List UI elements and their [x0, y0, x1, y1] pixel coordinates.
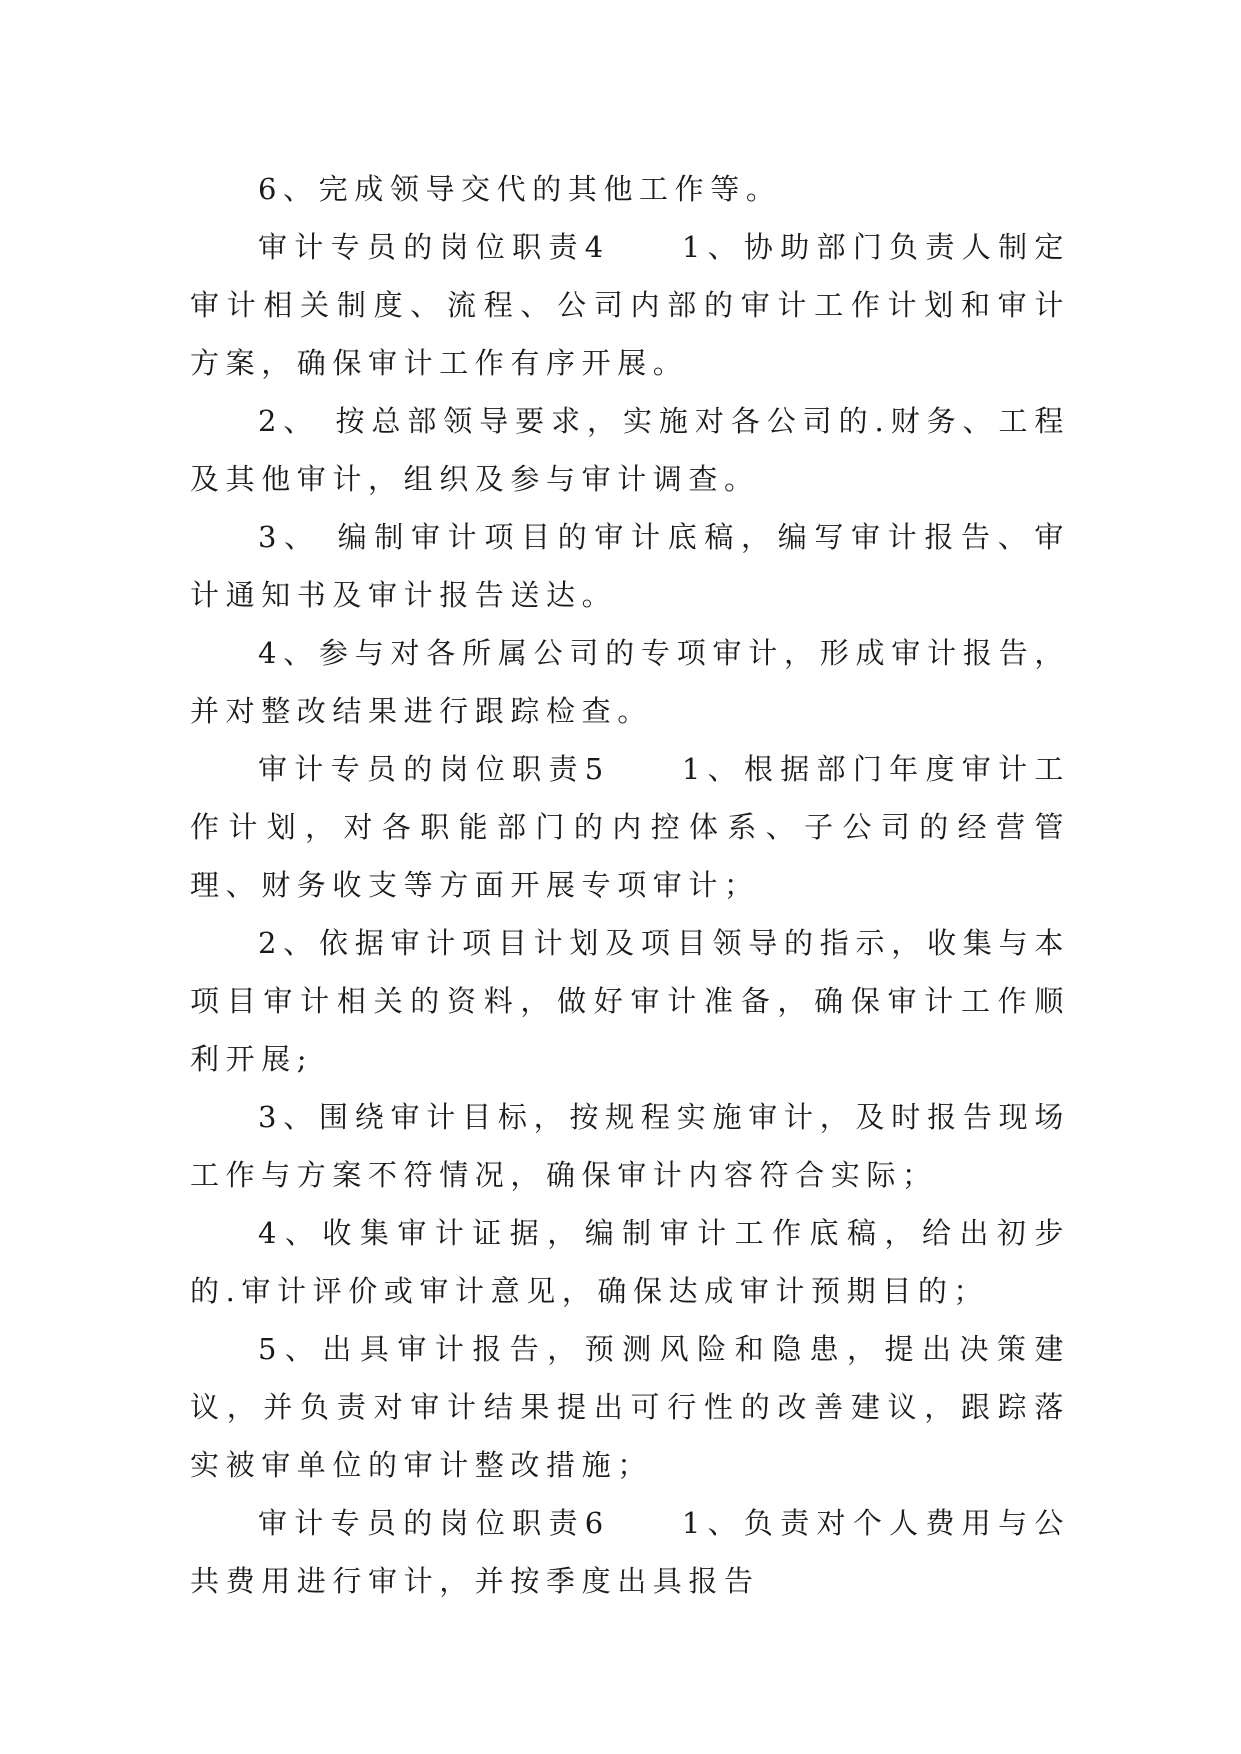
- paragraph-1: [190, 160, 1070, 218]
- paragraph-text: 3、围绕审计目标，按规程实施审计，及时报告现场工作与方案不符情况，确保审计内容符合实际；: [190, 1100, 1070, 1192]
- paragraph-text: 1、负责对个人费用与公共费用进行审计，并按季度出具报告: [190, 1506, 1070, 1598]
- paragraph-text: 2、依据审计项目计划及项目领导的指示，收集与本项目审计相关的资料，做好审计准备，确保审计工作顺利开展;: [190, 926, 1070, 1076]
- paragraph-text: 2、 按总部领导要求，实施对各公司的.财务、工程及其他审计，组织及参与审计调查。: [190, 404, 1070, 496]
- paragraph-text: 3、 编制审计项目的审计底稿，编写审计报告、审计通知书及审计报告送达。: [190, 520, 1070, 612]
- paragraph-text: 1、根据部门年度审计工作计划，对各职能部门的内控体系、子公司的经营管理、财务收支等方面开展专项审计；: [190, 752, 1070, 902]
- section-heading: 审计专员的岗位职责5: [258, 752, 610, 786]
- paragraph-7: [190, 914, 1070, 1088]
- paragraph-5: [190, 624, 1070, 740]
- paragraph-text: 4、参与对各所属公司的专项审计，形成审计报告，并对整改结果进行跟踪检查。: [190, 636, 1070, 728]
- paragraph-8: [190, 1088, 1070, 1204]
- paragraph-text: 4、收集审计证据，编制审计工作底稿，给出初步的.审计评价或审计意见，确保达成审计预期目的；: [190, 1216, 1070, 1308]
- document-body: [190, 160, 1070, 1610]
- paragraph-11: [190, 1494, 1070, 1610]
- paragraph-text: 6、完成领导交代的其他工作等。: [258, 172, 782, 206]
- paragraph-2: [190, 218, 1070, 392]
- paragraph-text: 5、出具审计报告，预测风险和隐患，提出决策建议，并负责对审计结果提出可行性的改善建议，跟踪落实被审单位的审计整改措施；: [190, 1332, 1070, 1482]
- paragraph-6: [190, 740, 1070, 914]
- paragraph-9: [190, 1204, 1070, 1320]
- paragraph-3: [190, 392, 1070, 508]
- paragraph-4: [190, 508, 1070, 624]
- section-heading: 审计专员的岗位职责4: [258, 230, 610, 264]
- section-heading: 审计专员的岗位职责6: [258, 1506, 610, 1540]
- paragraph-10: [190, 1320, 1070, 1494]
- paragraph-text: 1、协助部门负责人制定审计相关制度、流程、公司内部的审计工作计划和审计方案，确保审计工作有序开展。: [190, 230, 1070, 380]
